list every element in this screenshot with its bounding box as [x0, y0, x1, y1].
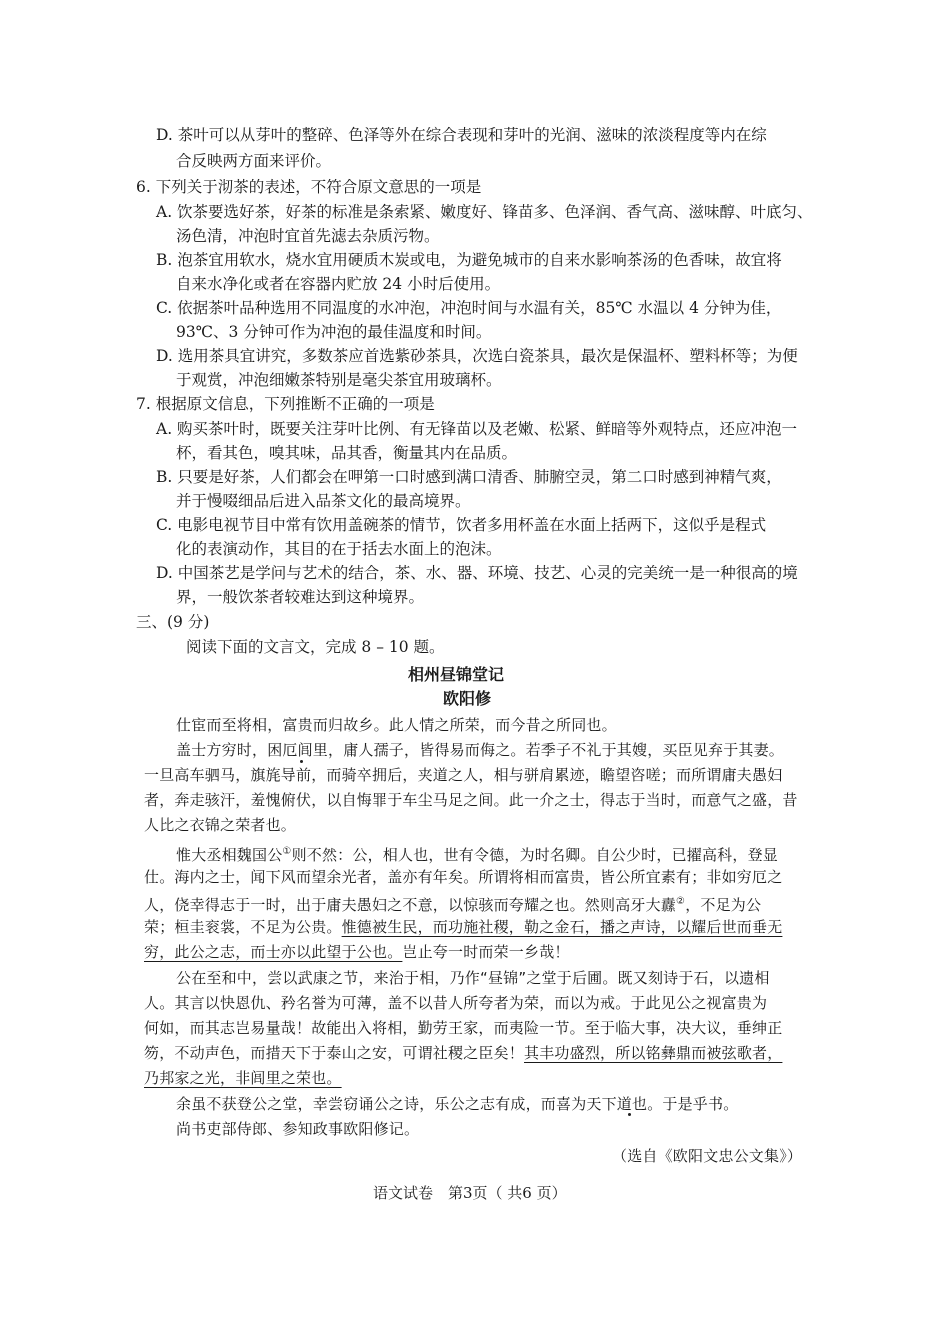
q6-option-a-line2: 汤色清，冲泡时宜首先滤去杂质污物。: [176, 227, 440, 245]
passage-p2-line2: 一旦高车驷马，旗旄导前，而骑卒拥后，夹道之人，相与骈肩累迹，瞻望咨嗟；而所谓庸夫愚妇: [144, 766, 783, 784]
section3-heading: 三、(9 分): [136, 613, 210, 631]
passage-p2-line4: 人比之衣锦之荣者也。: [144, 816, 297, 834]
q6-stem: 6. 下列关于沏茶的表述，不符合原文意思的一项是: [136, 178, 482, 196]
q7-option-b-line1: B. 只要是好茶，人们都会在呷第一口时感到满口清香、肺腑空灵，第二口时感到神精气爽，: [156, 468, 782, 486]
footnote-marker-2: ②: [676, 896, 686, 907]
passage-p4-line5: [144, 1067, 342, 1089]
q7-option-d-line1: D. 中国茶艺是学问与艺术的结合，茶、水、器、环境、技艺、心灵的完美统一是一种很高的境: [156, 564, 798, 582]
passage-p4-line1: 公在至和中，尝以武康之节，来治于相，乃作“昼锦”之堂于后圃。既又刻诗于石，以遗相: [176, 969, 770, 987]
q6-option-d-line1: D. 选用茶具宜讲究，多数茶应首选紫砂茶具，次选白瓷茶具，最次是保温杯、塑料杯等；为便: [156, 347, 798, 365]
passage-p3-line5-b: 岂止夸一时而荣一乡哉！: [402, 943, 570, 961]
passage-p3-line1-a: 惟大丞相魏国公: [176, 846, 283, 864]
passage-p3-line4-a: 荣；桓圭衮裳，不足为公贵。: [144, 918, 342, 936]
passage-p4-line3: 何如，而其志岂易量哉！故能出入将相，勤劳王家，而夷险一节。至于临大事，决大议，垂绅正: [144, 1019, 783, 1037]
q5-option-d-line1: D. 茶叶可以从芽叶的整碎、色泽等外在综合表现和芽叶的光润、滋味的浓淡程度等内在综: [156, 126, 767, 144]
passage-p3-line1-b: 则不然：公，相人也，世有令德，为时名卿。自公少时，已擢高科，登显: [291, 846, 778, 864]
q6-option-b-line2: 自来水净化或者在容器内贮放 24 小时后使用。: [176, 275, 501, 293]
q7-stem: 7. 根据原文信息，下列推断不正确的一项是: [136, 395, 435, 413]
passage-p3-line4: [144, 916, 782, 938]
passage-p3-line3: [144, 891, 761, 916]
q7-option-d-line2: 界，一般饮茶者较难达到这种境界。: [176, 588, 425, 606]
passage-p2-line3: 者，奔走骇汗，羞愧俯伏，以自悔罪于车尘马足之间。此一介之士，得志于当时，而意气之盛，昔: [144, 791, 798, 809]
underlined-sentence-1-part2: 穷，此公之志，而士亦以此望于公也。: [144, 943, 403, 961]
passage-p3-line3-b: ，不足为公: [685, 896, 762, 914]
passage-p4-line4: [144, 1042, 782, 1064]
q7-option-a-line2: 杯，看其色，嗅其味，品其香，衡量其内在品质。: [176, 444, 518, 462]
passage-author: 欧阳修: [443, 689, 492, 708]
q7-option-a-line1: A. 购买茶叶时，既要关注芽叶比例、有无锋苗以及老嫩、松紧、鲜暗等外观特点，还应冲泡一: [156, 420, 798, 438]
footnote-marker-1: ①: [282, 846, 292, 857]
emphasis-dot: [300, 760, 303, 763]
q6-option-c-line2: 93℃、3 分钟可作为冲泡的最佳温度和时间。: [176, 323, 492, 341]
q7-option-c-line2: 化的表演动作，其目的在于括去水面上的泡沫。: [176, 540, 502, 558]
passage-p3-line3-a: 人，侥幸得志于一时，出于庸夫愚妇之不意，以惊骇而夸耀之也。然则高牙大纛: [144, 896, 677, 914]
passage-p2-line1: 盖士方穷时，困厄闾里，庸人孺子，皆得易而侮之。若季子不礼于其嫂，买臣见弃于其妻。: [176, 741, 785, 759]
passage-p3-line5: [144, 941, 570, 963]
passage-p5: 余虽不获登公之堂，幸尝窃诵公之诗，乐公之志有成，而喜为天下道也。于是乎书。: [176, 1095, 739, 1113]
page-footer: 语文试卷 第3页（ 共6 页）: [373, 1184, 567, 1202]
passage-p1: 仕宦而至将相，富贵而归故乡。此人情之所荣，而今昔之所同也。: [176, 716, 617, 734]
underlined-sentence-2-part1: 其丰功盛烈，所以铭彝鼎而被弦歌者，: [524, 1044, 783, 1062]
underlined-sentence-2-part2: 乃邦家之光，非闾里之荣也。: [144, 1069, 342, 1087]
q6-option-b-line1: B. 泡茶宜用软水，烧水宜用硬质木炭或电，为避免城市的自来水影响茶汤的色香味，故宜将: [156, 251, 782, 269]
passage-p3-line1: [176, 841, 778, 866]
underlined-sentence-1-part1: 惟德被生民，而功施社稷，勒之金石，播之声诗，以耀后世而垂无: [341, 918, 783, 936]
passage-source: （选自《欧阳文忠公文集》）: [612, 1147, 803, 1165]
q7-option-b-line2: 并于慢啜细品后进入品茶文化的最高境界。: [176, 492, 471, 510]
passage-p4-line4-a: 笏，不动声色，而措天下于泰山之安，可谓社稷之臣矣！: [144, 1044, 525, 1062]
passage-p6: 尚书吏部侍郎、参知政事欧阳修记。: [176, 1120, 420, 1138]
passage-p4-line2: 人。其言以快恩仇、矜名誉为可薄，盖不以昔人所夸者为荣，而以为戒。于此见公之视富贵为: [144, 994, 768, 1012]
emphasis-dot: [628, 1113, 631, 1116]
section3-instruction: 阅读下面的文言文，完成 8 – 10 题。: [186, 638, 445, 656]
passage-title: 相州昼锦堂记: [408, 665, 505, 684]
passage-p3-line2: 仕。海内之士，闻下风而望余光者，盖亦有年矣。所谓将相而富贵，皆公所宜素有；非如穷厄之: [144, 868, 783, 886]
q6-option-d-line2: 于观赏，冲泡细嫩茶特别是毫尖茶宜用玻璃杯。: [176, 371, 502, 389]
q6-option-a-line1: A. 饮茶要选好茶，好茶的标准是条索紧、嫩度好、锋苗多、色泽润、香气高、滋味醇、叶底匀、: [156, 203, 813, 221]
q7-option-c-line1: C. 电影电视节目中常有饮用盖碗茶的情节，饮者多用杯盖在水面上括两下，这似乎是程式: [156, 516, 767, 534]
q6-option-c-line1: C. 依据茶叶品种选用不同温度的水冲泡，冲泡时间与水温有关，85℃ 水温以 4 分钟为佳，: [156, 299, 782, 317]
q5-option-d-line2: 合反映两方面来评价。: [176, 152, 332, 170]
